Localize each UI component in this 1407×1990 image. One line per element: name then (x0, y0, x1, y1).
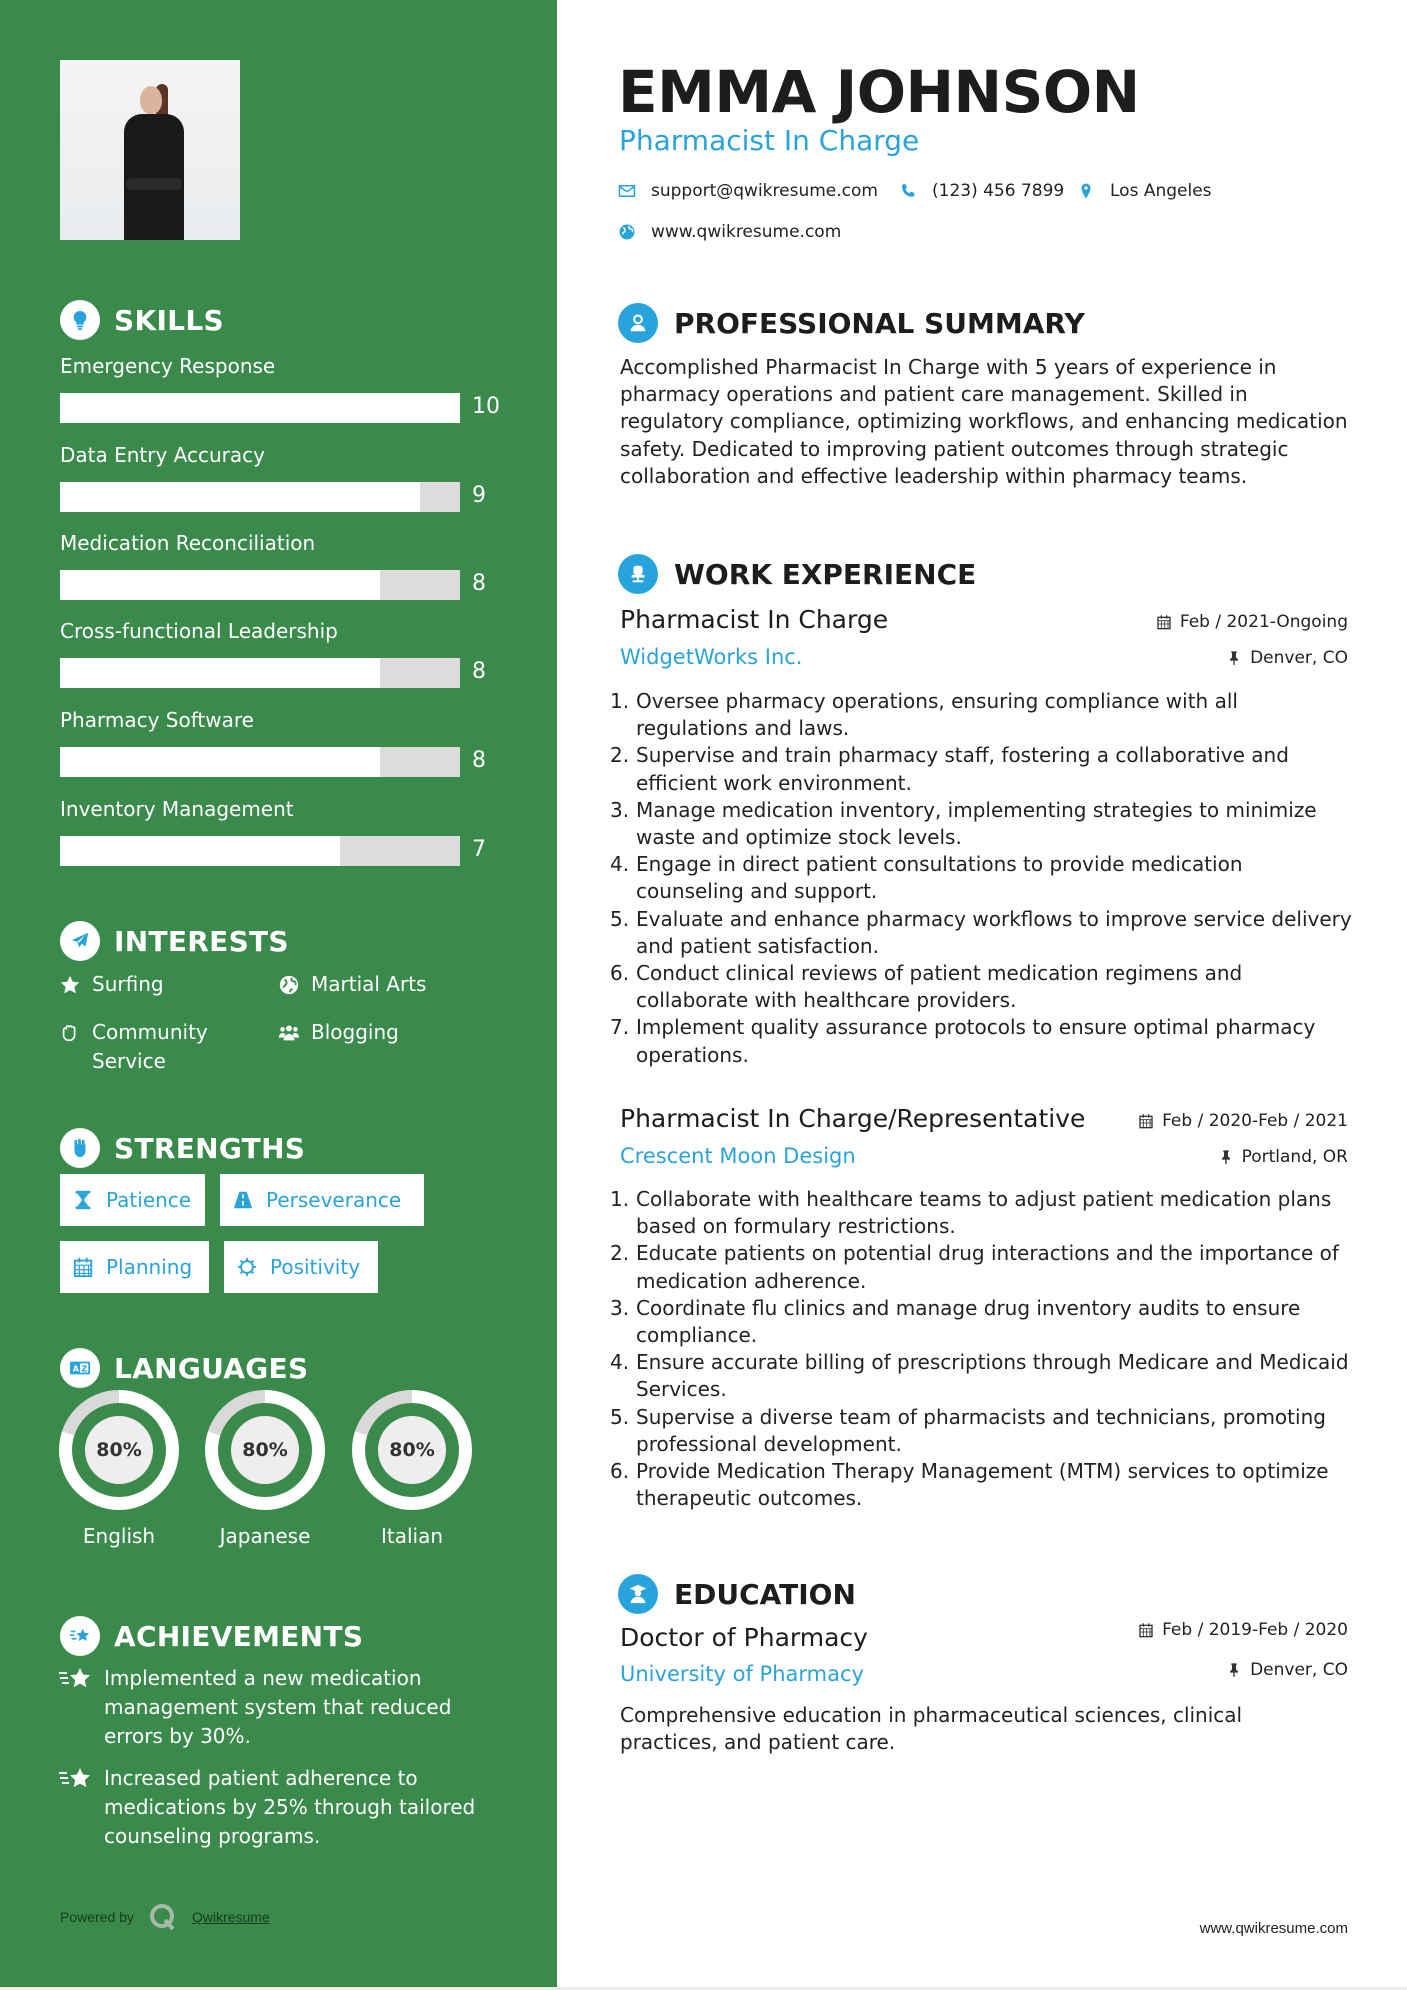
calendar-icon (1138, 1622, 1154, 1638)
shooting-star-icon (58, 1764, 92, 1793)
achievements-heading: ACHIEVEMENTS (60, 1616, 363, 1656)
job-location: Denver, CO (1226, 648, 1348, 668)
contact-location: Los Angeles (1076, 181, 1212, 201)
skill-label: Medication Reconciliation (60, 531, 316, 555)
experience-heading: WORK EXPERIENCE (618, 554, 976, 594)
job-title: Pharmacist In Charge/Representative (620, 1104, 1086, 1133)
globe-icon (277, 970, 301, 999)
degree-title: Doctor of Pharmacy (620, 1623, 868, 1652)
skill-label: Inventory Management (60, 797, 294, 821)
strengths-heading: STRENGTHS (60, 1128, 305, 1168)
summary-heading: PROFESSIONAL SUMMARY (618, 303, 1085, 343)
contact-email: support@qwikresume.com (617, 181, 878, 201)
languages-heading: A Z LANGUAGES (60, 1348, 308, 1388)
company-name: Crescent Moon Design (620, 1144, 856, 1168)
candidate-name: EMMA JOHNSON (618, 58, 1140, 126)
phone-icon (898, 181, 918, 201)
star-icon (58, 970, 82, 999)
strength-tag: Positivity (224, 1241, 378, 1293)
duty-item: 5. Supervise a diverse team of pharmacists and technicians, promoting professional development. (610, 1404, 1326, 1456)
qwikresume-logo-icon (148, 1902, 178, 1932)
interests-heading: INTERESTS (60, 921, 289, 961)
office-chair-icon (618, 554, 658, 594)
svg-text:A: A (72, 1363, 80, 1374)
interest-item: Surfing (58, 970, 164, 999)
skill-bar (60, 836, 460, 866)
skill-label: Cross-functional Leadership (60, 619, 338, 643)
pushpin-icon (1226, 650, 1242, 666)
pushpin-icon (1226, 1662, 1242, 1678)
achievement-item: Increased patient adherence to medications by 25% through tailored counseling programs. (58, 1764, 498, 1851)
candidate-role: Pharmacist In Charge (619, 124, 920, 157)
skill-bar (60, 570, 460, 600)
shooting-star-icon (60, 1616, 100, 1656)
language-item: 80% English (59, 1390, 179, 1548)
users-icon (277, 1018, 301, 1047)
duty-item: 7. Implement quality assurance protocols to ensure optimal pharmacy operations. (610, 1015, 1316, 1067)
job-duties (610, 688, 1355, 1069)
strength-tag: Patience (60, 1174, 205, 1226)
duty-item: 1. Collaborate with healthcare teams to adjust patient medication plans based on formulary restrictions. (610, 1187, 1332, 1239)
shooting-star-icon (58, 1664, 92, 1693)
qwikresume-link[interactable]: Qwikresume (191, 1909, 270, 1925)
school-name: University of Pharmacy (620, 1662, 864, 1686)
skill-bar (60, 658, 460, 688)
lightbulb-icon (60, 300, 100, 340)
skill-label: Emergency Response (60, 354, 276, 378)
skill-bar (60, 482, 460, 512)
language-progress-ring: 80% (205, 1390, 325, 1510)
hourglass-icon (72, 1189, 94, 1211)
duty-item: 2. Supervise and train pharmacy staff, fostering a collaborative and efficient work environment. (610, 743, 1289, 795)
duty-item: 6. Provide Medication Therapy Management (MTM) services to optimize therapeutic outcomes. (610, 1459, 1329, 1511)
skill-value: 7 (472, 837, 486, 862)
duty-item: 1. Oversee pharmacy operations, ensuring compliance with all regulations and laws. (610, 689, 1238, 741)
language-progress-ring: 80% (352, 1390, 472, 1510)
skill-value: 10 (472, 394, 500, 419)
duty-item: 3. Manage medication inventory, implementing strategies to minimize waste and optimize stock levels. (610, 797, 1317, 850)
hand-icon (58, 1018, 82, 1047)
skill-label: Pharmacy Software (60, 708, 254, 732)
interest-item: Community Service (58, 1018, 248, 1076)
contact-website: www.qwikresume.com (617, 222, 841, 242)
sun-icon (236, 1256, 258, 1278)
powered-by: Powered by Qwikresume (60, 1902, 270, 1932)
footer-website[interactable]: www.qwikresume.com (1199, 1920, 1348, 1937)
summary-text: Accomplished Pharmacist In Charge with 5 years of experience in pharmacy operations and patient care management. Skilled in regulatory compliance, optimizing workflows, and enhancing medication safety. Dedicated to improving patient outcomes through strategic collaboration and effective leadership within pharmacy teams. (620, 355, 1348, 488)
calendar-icon (1156, 614, 1172, 630)
duty-item: 4. Ensure accurate billing of prescriptions through Medicare and Medicaid Services. (610, 1350, 1349, 1402)
job-title: Pharmacist In Charge (620, 605, 889, 634)
skill-value: 8 (472, 571, 486, 596)
user-icon (618, 303, 658, 343)
achievement-item: Implemented a new medication management system that reduced errors by 30%. (58, 1664, 498, 1751)
graduate-icon (618, 1574, 658, 1614)
calendar-icon (72, 1256, 94, 1278)
interest-item: Martial Arts (277, 970, 426, 999)
strength-tag: Perseverance (220, 1174, 424, 1226)
paper-plane-icon (60, 921, 100, 961)
skill-value: 9 (472, 483, 486, 508)
contact-phone: (123) 456 7899 (898, 181, 1064, 201)
language-icon (60, 1348, 100, 1388)
duty-item: 6. Conduct clinical reviews of patient medication regimens and collaborate with healthcare providers. (610, 961, 1243, 1013)
education-dates: Feb / 2019-Feb / 2020 (1138, 1620, 1348, 1640)
road-icon (232, 1189, 254, 1211)
job-location: Portland, OR (1218, 1147, 1348, 1167)
strength-tag: Planning (60, 1241, 209, 1293)
job-duties (610, 1186, 1355, 1512)
education-heading: EDUCATION (618, 1574, 856, 1614)
education-description: Comprehensive education in pharmaceutical sciences, clinical practices, and patient care. (620, 1703, 1243, 1755)
duty-item: 5. Evaluate and enhance pharmacy workflows to improve service delivery and patient satisfaction. (610, 906, 1352, 958)
globe-icon (617, 222, 637, 242)
envelope-icon (617, 181, 637, 201)
svg-text:Z: Z (81, 1363, 88, 1374)
job-dates: Feb / 2021-Ongoing (1156, 612, 1348, 632)
job-dates: Feb / 2020-Feb / 2021 (1138, 1111, 1348, 1131)
language-item: 80% Japanese (205, 1390, 325, 1548)
skill-value: 8 (472, 748, 486, 773)
skill-label: Data Entry Accuracy (60, 443, 265, 467)
profile-photo (60, 60, 240, 240)
interest-item: Blogging (277, 1018, 399, 1047)
education-location: Denver, CO (1226, 1660, 1348, 1680)
duty-item: 4. Engage in direct patient consultations to provide medication counseling and support. (610, 852, 1243, 904)
language-progress-ring: 80% (59, 1390, 179, 1510)
skill-value: 8 (472, 659, 486, 684)
company-name: WidgetWorks Inc. (620, 645, 803, 669)
calendar-icon (1138, 1113, 1154, 1129)
map-marker-icon (1076, 181, 1096, 201)
fist-icon (60, 1128, 100, 1168)
skill-bar (60, 747, 460, 777)
language-item: 80% Italian (352, 1390, 472, 1548)
duty-item: 2. Educate patients on potential drug interactions and the importance of medication adherence. (610, 1241, 1339, 1293)
skill-bar (60, 393, 460, 423)
duty-item: 3. Coordinate flu clinics and manage drug inventory audits to ensure compliance. (610, 1295, 1301, 1348)
skills-heading: SKILLS (60, 300, 224, 340)
pushpin-icon (1218, 1149, 1234, 1165)
